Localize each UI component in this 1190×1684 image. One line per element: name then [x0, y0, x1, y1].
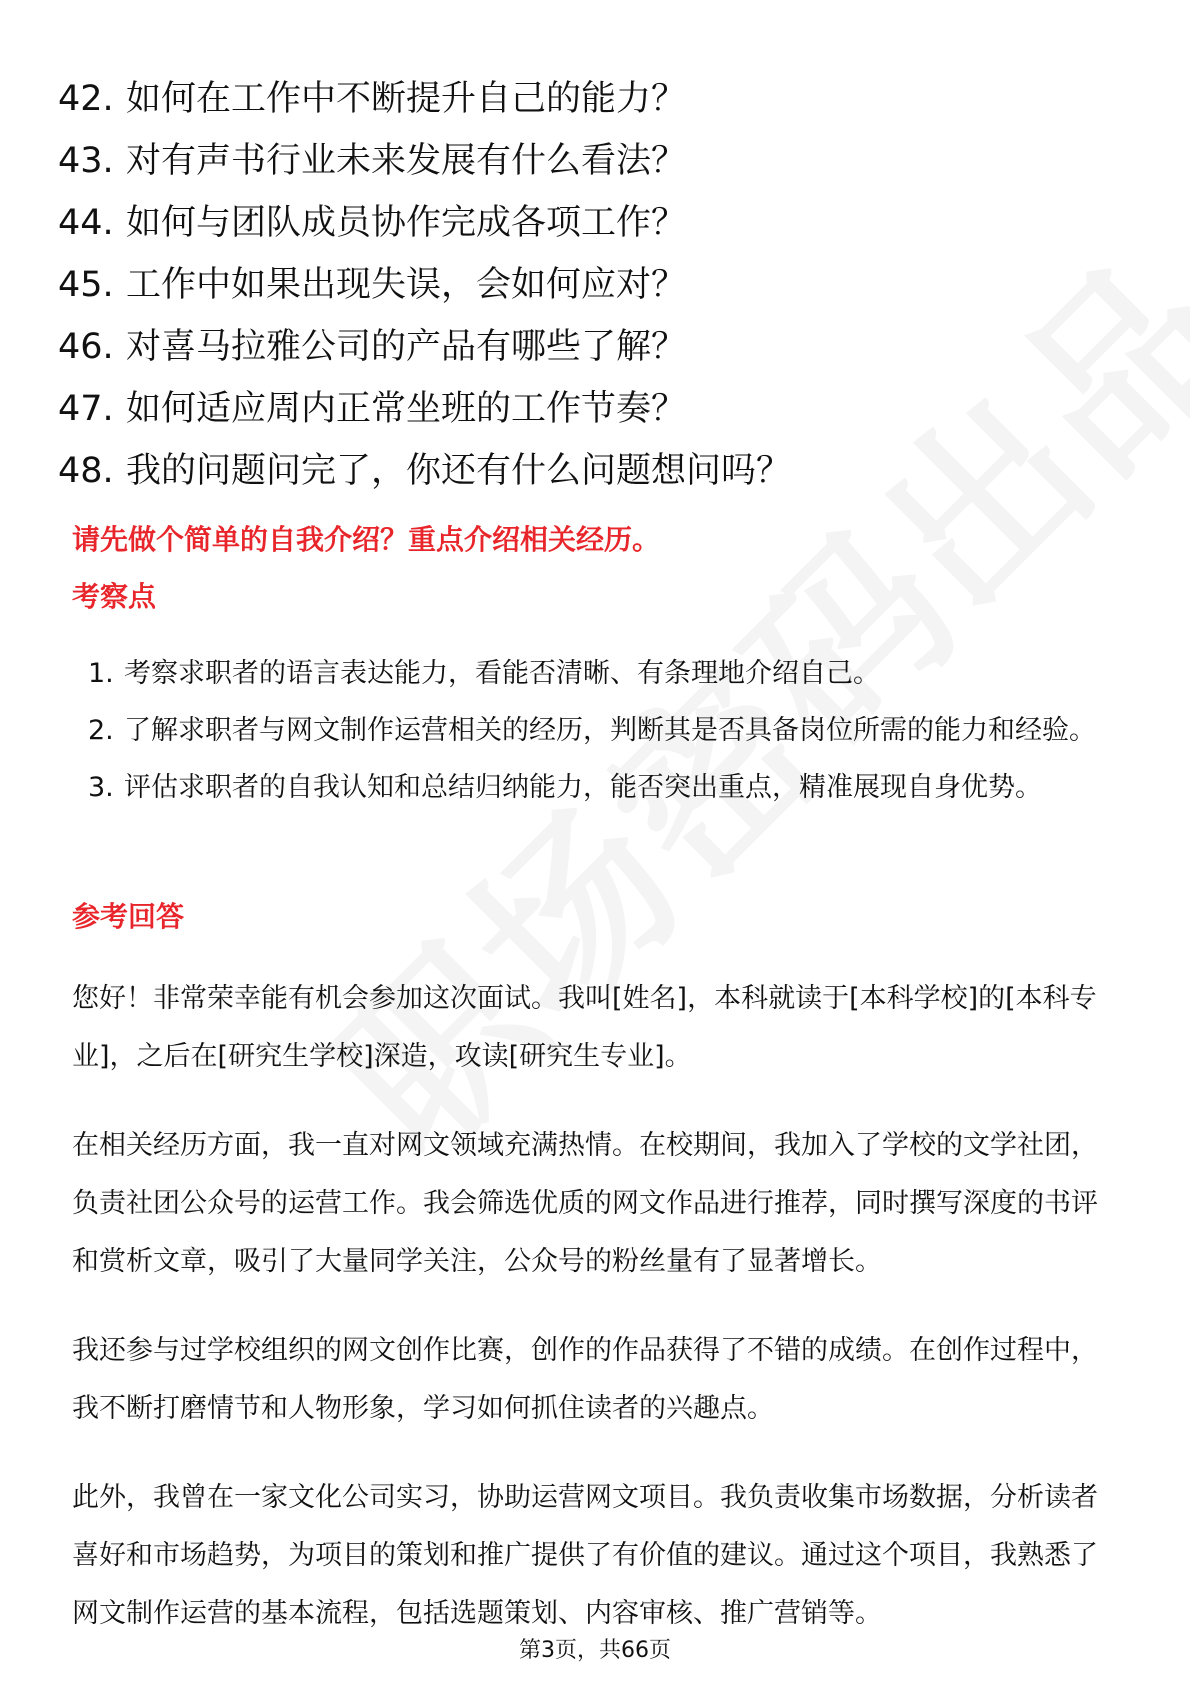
question-item	[58, 130, 791, 192]
question-text: 工作中如果出现失误，会如何应对？	[126, 265, 687, 305]
focus-text: 考察求职者的语言表达能力，看能否清晰、有条理地介绍自己。	[124, 658, 880, 689]
question-item	[58, 254, 791, 316]
focus-item	[72, 702, 1122, 759]
question-text: 我的问题问完了，你还有什么问题想问吗？	[126, 451, 792, 491]
focus-item	[72, 645, 1122, 702]
focus-number: 3.	[88, 772, 114, 803]
answer-body	[72, 970, 1122, 1674]
question-number: 48.	[58, 451, 114, 491]
question-item	[58, 440, 791, 502]
focus-text: 了解求职者与网文制作运营相关的经历，判断其是否具备岗位所需的能力和经验。	[124, 715, 1096, 746]
question-text: 对喜马拉雅公司的产品有哪些了解？	[126, 327, 687, 367]
focus-item	[72, 759, 1122, 816]
question-text: 对有声书行业未来发展有什么看法？	[126, 141, 687, 181]
answer-paragraph: 您好！非常荣幸能有机会参加这次面试。我叫[姓名]，本科就读于[本科学校]的[本科专业]，之后在[研究生学校]深造，攻读[研究生专业]。	[72, 983, 1097, 1072]
focus-text: 评估求职者的自我认知和总结归纳能力，能否突出重点，精准展现自身优势。	[124, 772, 1042, 803]
question-number: 44.	[58, 203, 114, 243]
question-item	[58, 192, 791, 254]
page-footer: 第3页，共66页	[519, 1638, 671, 1663]
question-item	[58, 316, 791, 378]
answer-paragraph: 此外，我曾在一家文化公司实习，协助运营网文项目。我负责收集市场数据，分析读者喜好和市场趋势，为项目的策划和推广提供了有价值的建议。通过这个项目，我熟悉了网文制作运营的基本流程，包括选题策划、内容审核、推广营销等。	[72, 1482, 1098, 1629]
focus-list	[72, 645, 1122, 816]
focus-heading: 考察点	[72, 580, 157, 613]
question-number: 45.	[58, 265, 114, 305]
answer-heading: 参考回答	[72, 900, 185, 933]
question-item	[58, 378, 791, 440]
question-number: 47.	[58, 389, 114, 429]
question-item	[58, 68, 791, 130]
question-text: 如何适应周内正常坐班的工作节奏？	[126, 389, 687, 429]
answer-paragraph: 我还参与过学校组织的网文创作比赛，创作的作品获得了不错的成绩。在创作过程中，我不断打磨情节和人物形象，学习如何抓住读者的兴趣点。	[72, 1335, 1098, 1424]
question-list	[58, 68, 791, 502]
question-text: 如何在工作中不断提升自己的能力？	[126, 79, 687, 119]
focus-number: 2.	[88, 715, 114, 746]
question-number: 46.	[58, 327, 114, 367]
question-text: 如何与团队成员协作完成各项工作？	[126, 203, 687, 243]
answer-paragraph: 在相关经历方面，我一直对网文领域充满热情。在校期间，我加入了学校的文学社团，负责社团公众号的运营工作。我会筛选优质的网文作品进行推荐，同时撰写深度的书评和赏析文章，吸引了大量同学关注，公众号的粉丝量有了显著增长。	[72, 1130, 1098, 1277]
question-number: 42.	[58, 79, 114, 119]
question-number: 43.	[58, 141, 114, 181]
focus-number: 1.	[88, 658, 114, 689]
section-title: 请先做个简单的自我介绍？重点介绍相关经历。	[72, 523, 661, 556]
